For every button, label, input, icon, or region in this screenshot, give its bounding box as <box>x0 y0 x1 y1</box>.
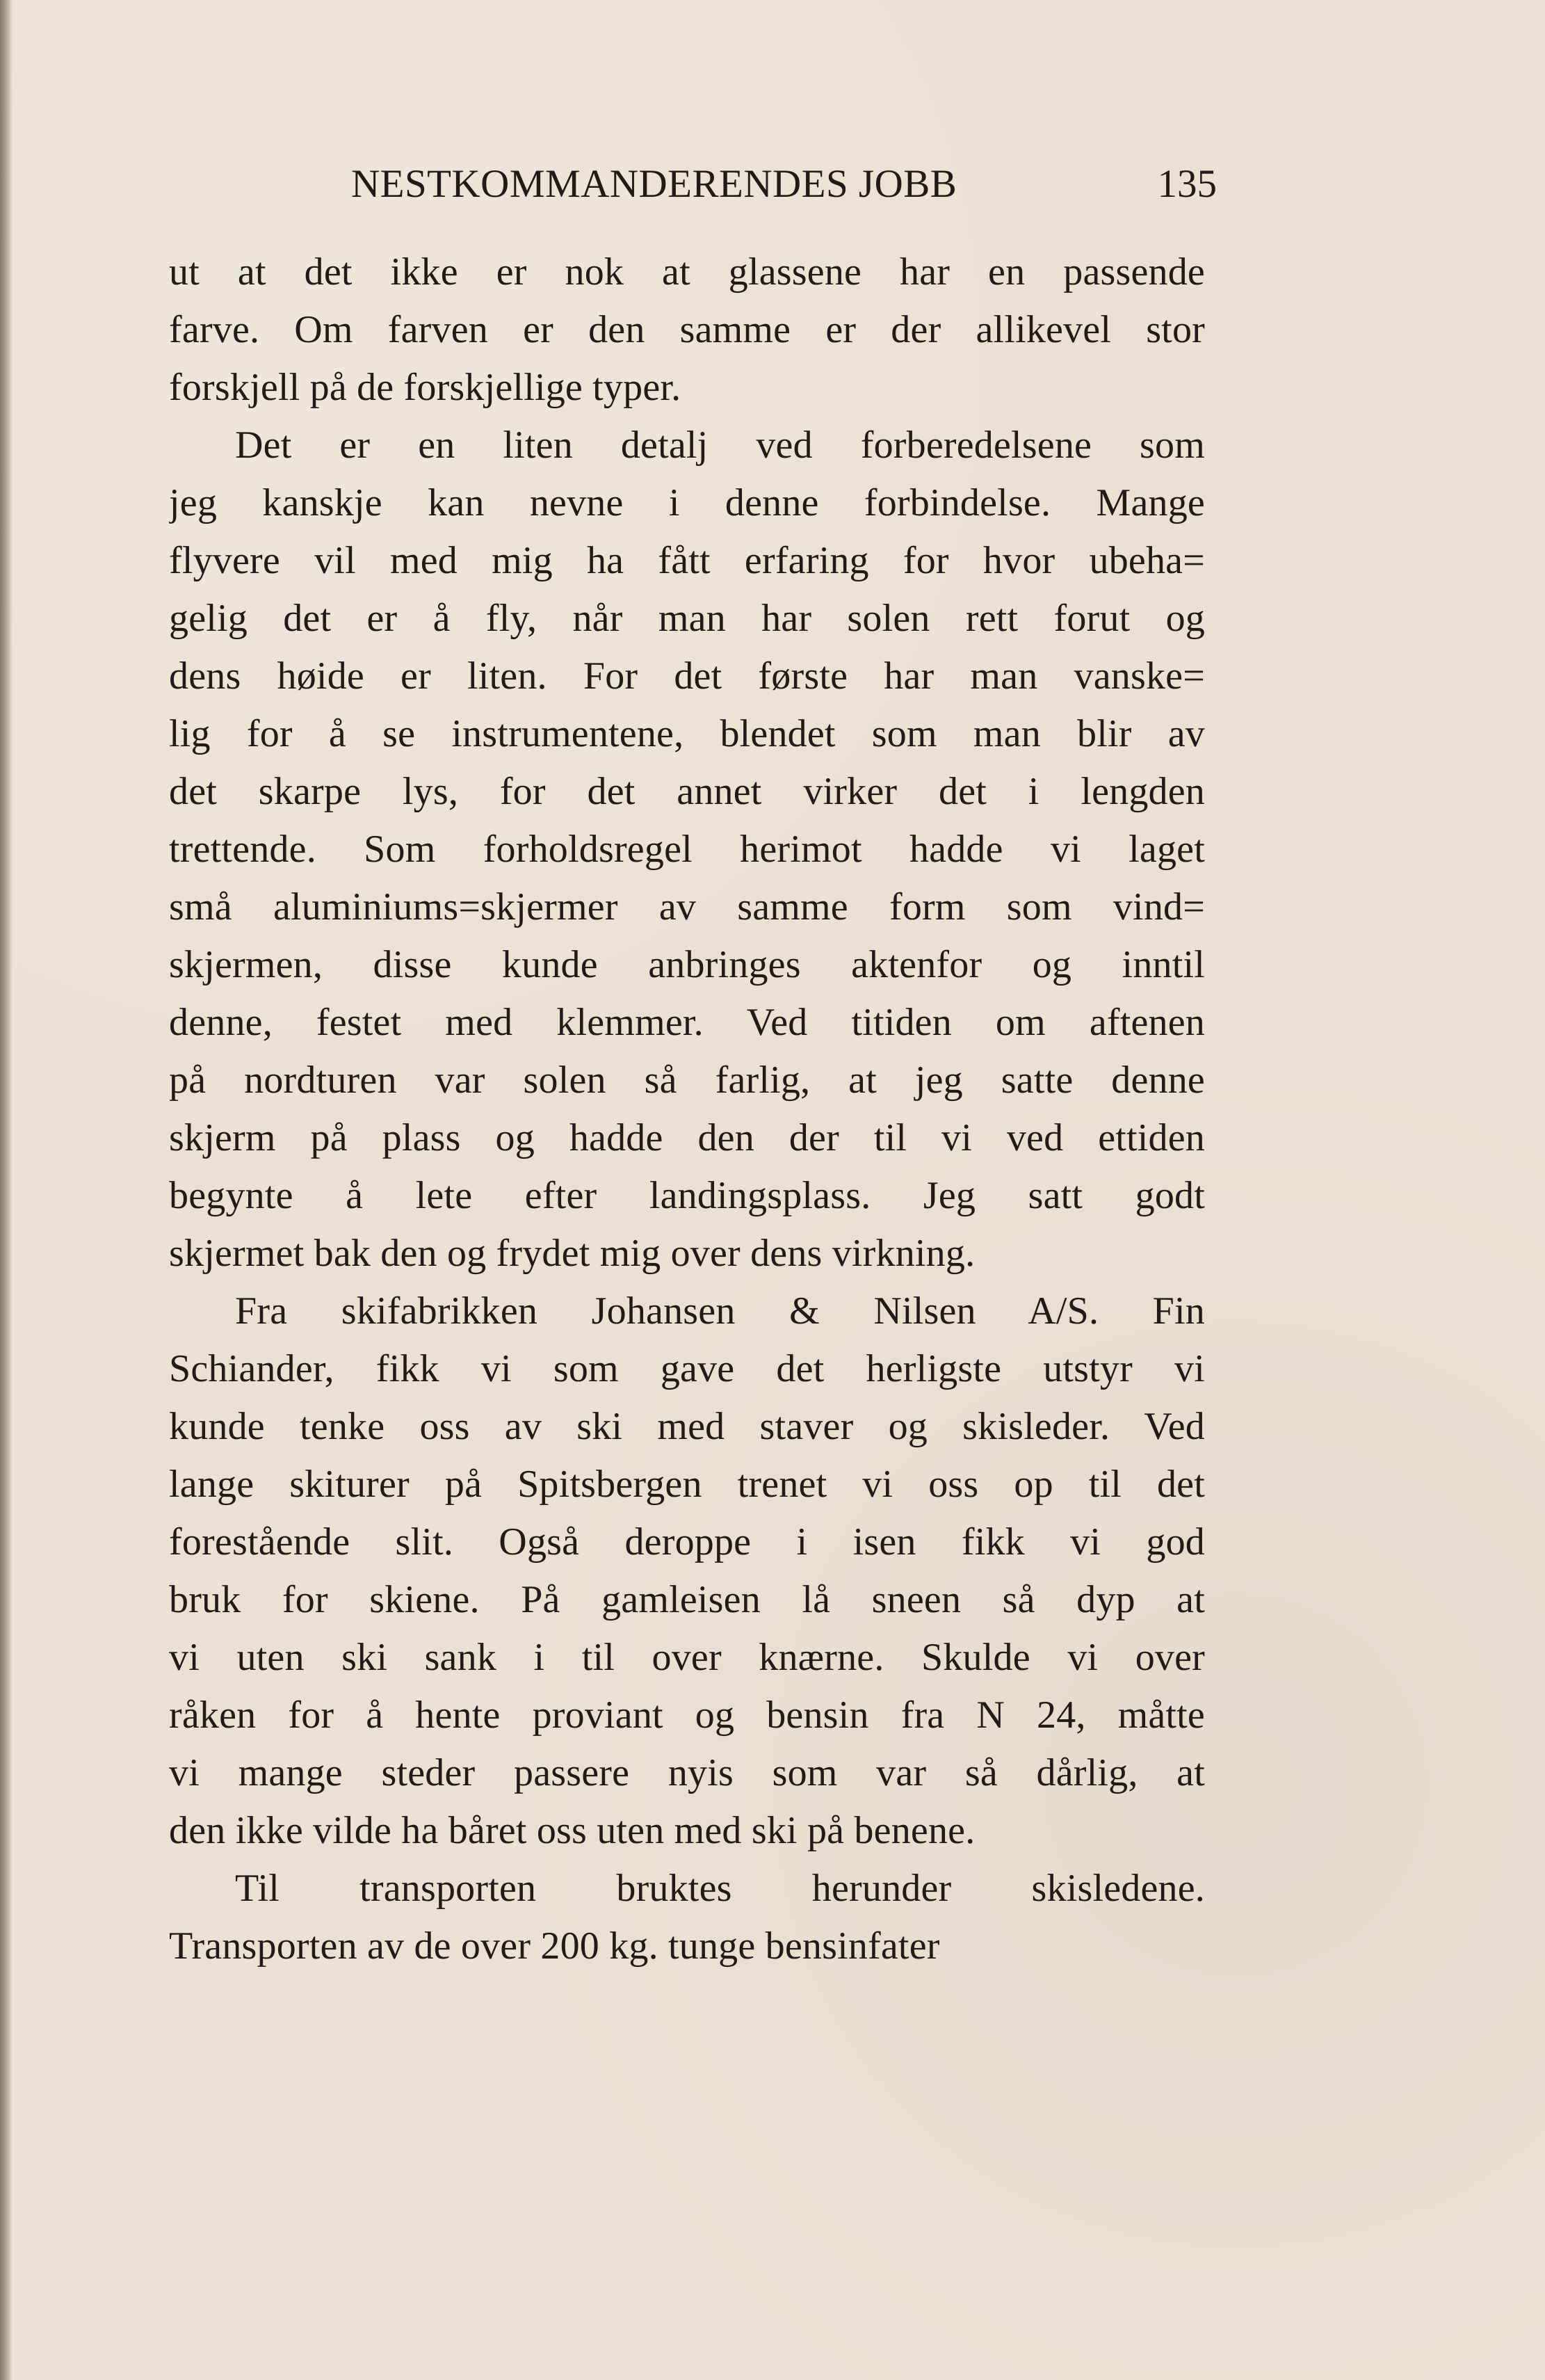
text-line-11: trettende. Som forholdsregel herimot hadde vi laget <box>169 828 1205 871</box>
text-line-21: kunde tenke oss av ski med staver og skisleder. Ved <box>169 1405 1205 1448</box>
text-line-1: ut at det ikke er nok at glassene har en passende <box>169 250 1205 294</box>
text-line-18: skjermet bak den og frydet mig over dens virkning. <box>169 1232 976 1275</box>
text-line-12: små aluminiums=skjermer av samme form som vind= <box>169 885 1205 928</box>
page-number: 135 <box>1157 162 1217 206</box>
text-line-20: Schiander, fikk vi som gave det herligste utstyr vi <box>169 1347 1205 1390</box>
text-line-2: farve. Om farven er den samme er der allikevel stor <box>169 308 1205 351</box>
text-line-25: vi uten ski sank i til over knærne. Skulde vi over <box>169 1636 1205 1679</box>
text-line-15: på nordturen var solen så farlig, at jeg satte denne <box>169 1059 1205 1102</box>
text-line-14: denne, festet med klemmer. Ved titiden om aftenen <box>169 1001 1205 1044</box>
text-line-24: bruk for skiene. På gamleisen lå sneen så dyp at <box>169 1578 1205 1621</box>
text-line-26: råken for å hente proviant og bensin fra N 24, måtte <box>169 1694 1205 1737</box>
page-body-text <box>169 243 1205 1975</box>
text-line-28: den ikke vilde ha båret oss uten med ski på benene. <box>169 1809 976 1852</box>
running-head <box>351 160 1217 209</box>
text-line-29: Til transporten bruktes herunder skisledene. <box>235 1867 1205 1910</box>
text-line-5: jeg kanskje kan nevne i denne forbindelse. Mange <box>169 481 1205 524</box>
text-line-23: forestående slit. Også deroppe i isen fikk vi god <box>169 1520 1205 1563</box>
text-line-9: lig for å se instrumentene, blendet som man blir av <box>169 712 1205 755</box>
text-line-6: flyvere vil med mig ha fått erfaring for hvor ubeha= <box>169 539 1205 582</box>
running-head-title: NESTKOMMANDERENDES JOBB <box>351 162 957 206</box>
text-line-13: skjermen, disse kunde anbringes aktenfor og inntil <box>169 943 1205 986</box>
text-line-22: lange skiturer på Spitsbergen trenet vi oss op til det <box>169 1463 1205 1506</box>
text-line-30: Transporten av de over 200 kg. tunge bensinfater <box>169 1924 940 1968</box>
text-line-4: Det er en liten detalj ved forberedelsene som <box>235 424 1205 467</box>
text-line-19: Fra skifabrikken Johansen & Nilsen A/S. Fin <box>235 1289 1205 1333</box>
text-line-7: gelig det er å fly, når man har solen rett forut og <box>169 597 1205 640</box>
text-line-16: skjerm på plass og hadde den der til vi ved ettiden <box>169 1116 1205 1159</box>
binding-edge <box>0 0 13 2380</box>
text-line-10: det skarpe lys, for det annet virker det i lengden <box>169 770 1205 813</box>
text-line-3: forskjell på de forskjellige typer. <box>169 366 681 409</box>
text-line-17: begynte å lete efter landingsplass. Jeg satt godt <box>169 1174 1205 1217</box>
text-line-8: dens høide er liten. For det første har man vanske= <box>169 654 1205 698</box>
text-line-27: vi mange steder passere nyis som var så dårlig, at <box>169 1751 1205 1794</box>
